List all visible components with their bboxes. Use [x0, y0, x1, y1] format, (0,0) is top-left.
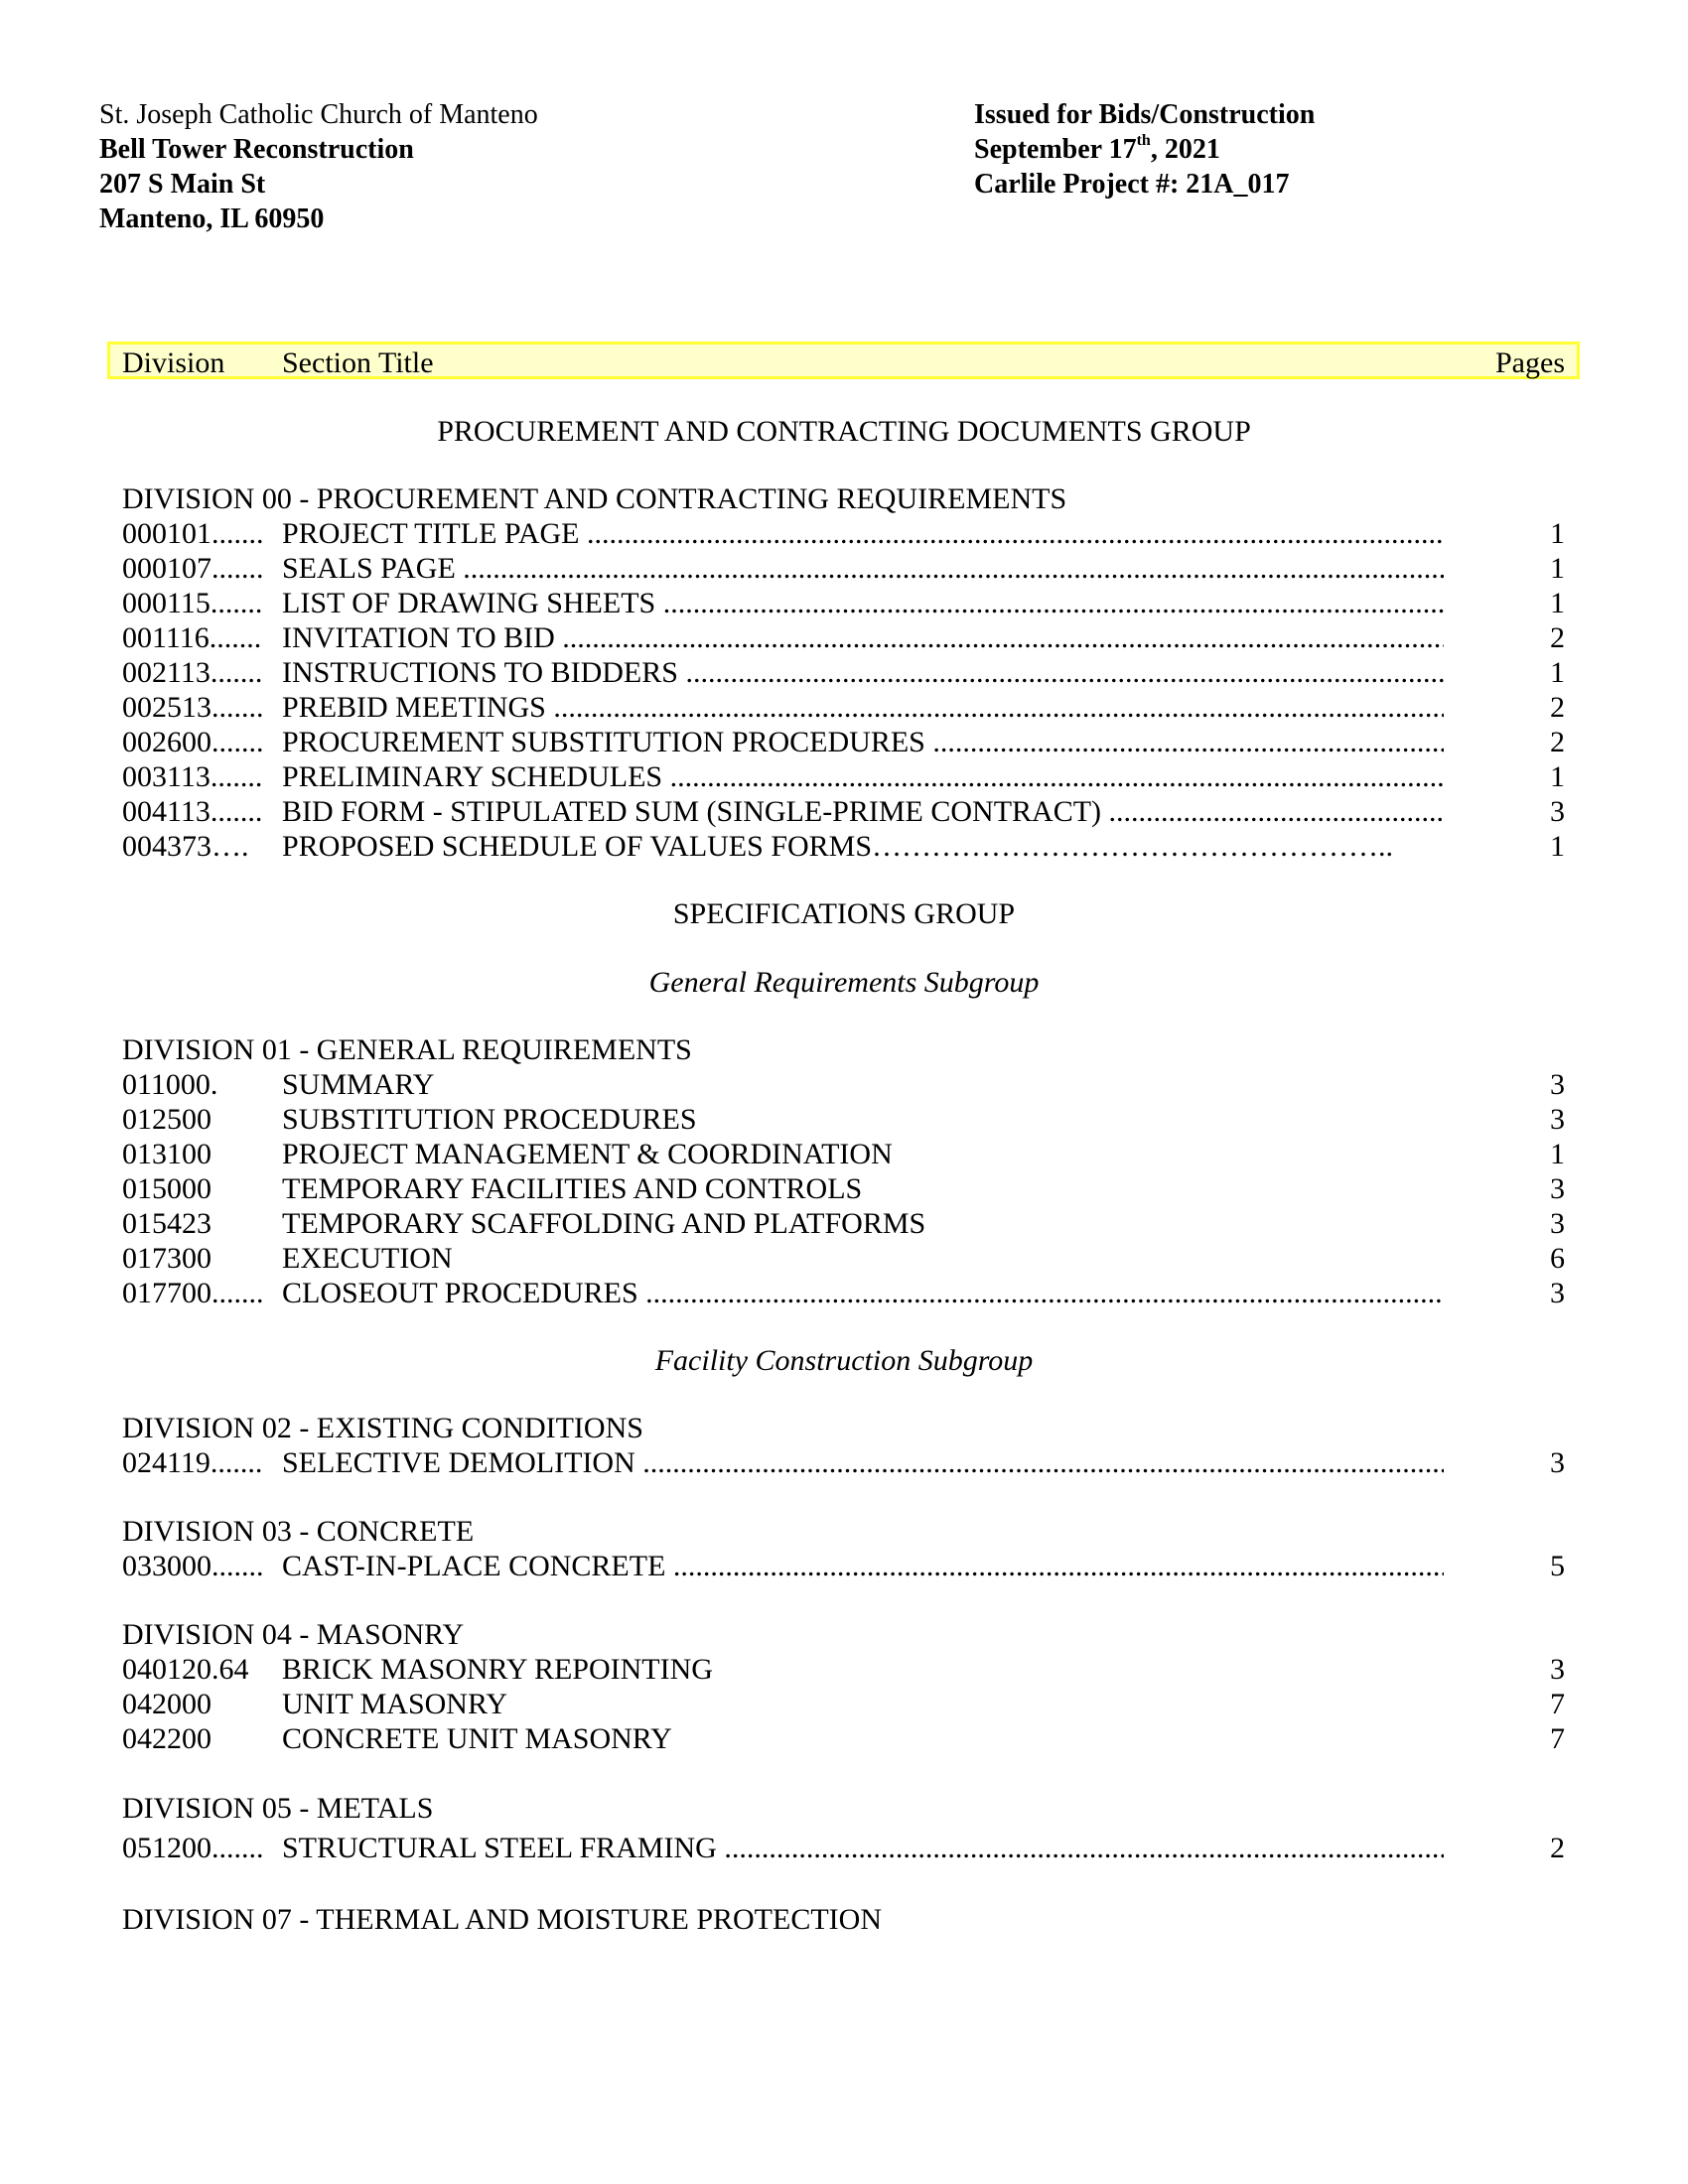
section-number: 024119.......	[122, 1446, 263, 1479]
toc-row[interactable]	[0, 795, 1688, 830]
section-number: 012500	[122, 1103, 211, 1136]
toc-row[interactable]	[0, 587, 1688, 621]
section-title: EXECUTION	[282, 1242, 453, 1275]
section-title: SEALS PAGE .....	[282, 552, 1444, 586]
toc-row[interactable]	[0, 830, 1688, 865]
section-title: PROPOSED SCHEDULE OF VALUES FORMS……………………………………………..	[282, 830, 1394, 863]
page-count: 3	[1550, 1068, 1565, 1101]
section-title: BRICK MASONRY REPOINTING	[282, 1653, 713, 1686]
toc-row[interactable]	[0, 1832, 1688, 1866]
page-count: 6	[1550, 1242, 1565, 1275]
section-number: 013100	[122, 1138, 211, 1170]
section-title: CONCRETE UNIT MASONRY	[282, 1722, 672, 1755]
toc-row[interactable]	[0, 1550, 1688, 1584]
division-04-title: DIVISION 04 - MASONRY	[122, 1618, 465, 1651]
section-number: 004373….	[122, 830, 249, 863]
division-05-title: DIVISION 05 - METALS	[122, 1792, 434, 1825]
toc-row[interactable]	[0, 691, 1688, 726]
issue-status: Issued for Bids/Construction	[974, 99, 1316, 130]
section-number: 002113.......	[122, 656, 263, 689]
section-title: PREBID MEETINGS .....	[282, 691, 1444, 725]
toc-row[interactable]	[0, 1172, 1688, 1207]
section-number: 000115.......	[122, 587, 263, 619]
section-number: 011000.	[122, 1068, 218, 1101]
toc-row[interactable]	[0, 1103, 1688, 1138]
section-title: INSTRUCTIONS TO BIDDERS .....	[282, 656, 1444, 690]
issue-info	[974, 97, 1315, 202]
toc-row[interactable]	[0, 1068, 1688, 1103]
page-count: 2	[1550, 691, 1565, 724]
issue-date-year: , 2021	[1150, 134, 1220, 165]
section-title: PROJECT TITLE PAGE .....	[282, 517, 1444, 551]
subgroup-facility-construction: Facility Construction Subgroup	[654, 1344, 1034, 1377]
section-title: CLOSEOUT PROCEDURES .....	[282, 1277, 1444, 1310]
column-pages: Pages	[1495, 346, 1565, 379]
section-title: PROCUREMENT SUBSTITUTION PROCEDURES .....	[282, 726, 1444, 759]
section-title: PROJECT MANAGEMENT & COORDINATION	[282, 1138, 893, 1170]
group-specifications: SPECIFICATIONS GROUP	[672, 897, 1016, 930]
issue-date	[974, 132, 1315, 167]
page-count: 3	[1550, 1207, 1565, 1240]
toc-row[interactable]	[0, 621, 1688, 656]
section-title: CAST-IN-PLACE CONCRETE .....	[282, 1550, 1444, 1583]
section-number: 002513.......	[122, 691, 264, 724]
column-division: Division	[122, 346, 225, 379]
section-title: SELECTIVE DEMOLITION .....	[282, 1446, 1444, 1480]
column-header	[107, 341, 1580, 379]
project-number: Carlile Project #: 21A_017	[974, 169, 1290, 200]
division-03-title: DIVISION 03 - CONCRETE	[122, 1515, 475, 1548]
toc-row[interactable]	[0, 726, 1688, 760]
street-address: 207 S Main St	[99, 169, 266, 200]
toc-row[interactable]	[0, 517, 1688, 552]
division-01-title: DIVISION 01 - GENERAL REQUIREMENTS	[122, 1033, 692, 1066]
division-02-title: DIVISION 02 - EXISTING CONDITIONS	[122, 1412, 643, 1444]
division-00-title: DIVISION 00 - PROCUREMENT AND CONTRACTING REQUIREMENTS	[122, 482, 1067, 515]
section-number: 000107.......	[122, 552, 264, 585]
section-number: 042200	[122, 1722, 211, 1755]
subgroup-general-requirements: General Requirements Subgroup	[648, 966, 1040, 999]
project-info	[99, 97, 538, 236]
division-07-title: DIVISION 07 - THERMAL AND MOISTURE PROTECTION	[122, 1903, 882, 1936]
column-section-title: Section Title	[282, 346, 434, 379]
toc-row[interactable]	[0, 1242, 1688, 1277]
section-title: BID FORM - STIPULATED SUM (SINGLE-PRIME CONTRACT) .....	[282, 795, 1444, 829]
toc-row[interactable]	[0, 1138, 1688, 1172]
toc-row[interactable]	[0, 1653, 1688, 1688]
section-number: 002600.......	[122, 726, 264, 758]
page-count: 3	[1550, 1103, 1565, 1136]
section-title: STRUCTURAL STEEL FRAMING .....	[282, 1832, 1444, 1865]
church-name: St. Joseph Catholic Church of Manteno	[99, 99, 538, 130]
section-title: SUBSTITUTION PROCEDURES	[282, 1103, 697, 1136]
toc-row[interactable]	[0, 656, 1688, 691]
toc-row[interactable]	[0, 760, 1688, 795]
toc-row[interactable]	[0, 1446, 1688, 1481]
page-count: 5	[1550, 1550, 1565, 1582]
page-count: 1	[1550, 830, 1565, 863]
issue-date-suffix: th	[1136, 131, 1151, 149]
section-title: INVITATION TO BID .....	[282, 621, 1444, 655]
section-title: SUMMARY	[282, 1068, 435, 1101]
page-count: 3	[1550, 1446, 1565, 1479]
section-number: 015000	[122, 1172, 211, 1205]
page-count: 1	[1550, 587, 1565, 619]
section-number: 017300	[122, 1242, 211, 1275]
city-state-zip: Manteno, IL 60950	[99, 204, 325, 234]
group-procurement: PROCUREMENT AND CONTRACTING DOCUMENTS GROUP	[437, 415, 1251, 448]
section-number: 033000.......	[122, 1550, 264, 1582]
section-number: 004113.......	[122, 795, 263, 828]
section-number: 017700.......	[122, 1277, 264, 1309]
page-count: 1	[1550, 656, 1565, 689]
toc-row[interactable]	[0, 1722, 1688, 1757]
project-name: Bell Tower Reconstruction	[99, 134, 414, 165]
section-title: PRELIMINARY SCHEDULES .....	[282, 760, 1444, 794]
toc-row[interactable]	[0, 1277, 1688, 1311]
section-title: LIST OF DRAWING SHEETS .....	[282, 587, 1444, 620]
page-count: 7	[1550, 1722, 1565, 1755]
section-number: 001116.......	[122, 621, 262, 654]
page-count: 2	[1550, 1832, 1565, 1864]
section-title: TEMPORARY FACILITIES AND CONTROLS	[282, 1172, 863, 1205]
section-title: TEMPORARY SCAFFOLDING AND PLATFORMS	[282, 1207, 926, 1240]
section-number: 040120.64	[122, 1653, 249, 1686]
page-count: 3	[1550, 1277, 1565, 1309]
page-count: 3	[1550, 1172, 1565, 1205]
page-count: 3	[1550, 1653, 1565, 1686]
section-number: 051200.......	[122, 1832, 264, 1864]
page-count: 1	[1550, 517, 1565, 550]
section-number: 042000	[122, 1688, 211, 1720]
section-number: 003113.......	[122, 760, 263, 793]
page-count: 3	[1550, 795, 1565, 828]
section-title: UNIT MASONRY	[282, 1688, 507, 1720]
page-count: 2	[1550, 621, 1565, 654]
page-count: 2	[1550, 726, 1565, 758]
page-count: 1	[1550, 1138, 1565, 1170]
page-count: 7	[1550, 1688, 1565, 1720]
toc-row[interactable]	[0, 1207, 1688, 1242]
page-count: 1	[1550, 760, 1565, 793]
toc-row[interactable]	[0, 552, 1688, 587]
section-number: 000101.......	[122, 517, 264, 550]
toc-row[interactable]	[0, 1688, 1688, 1722]
section-number: 015423	[122, 1207, 211, 1240]
issue-date-day: September 17	[974, 134, 1137, 165]
page-count: 1	[1550, 552, 1565, 585]
